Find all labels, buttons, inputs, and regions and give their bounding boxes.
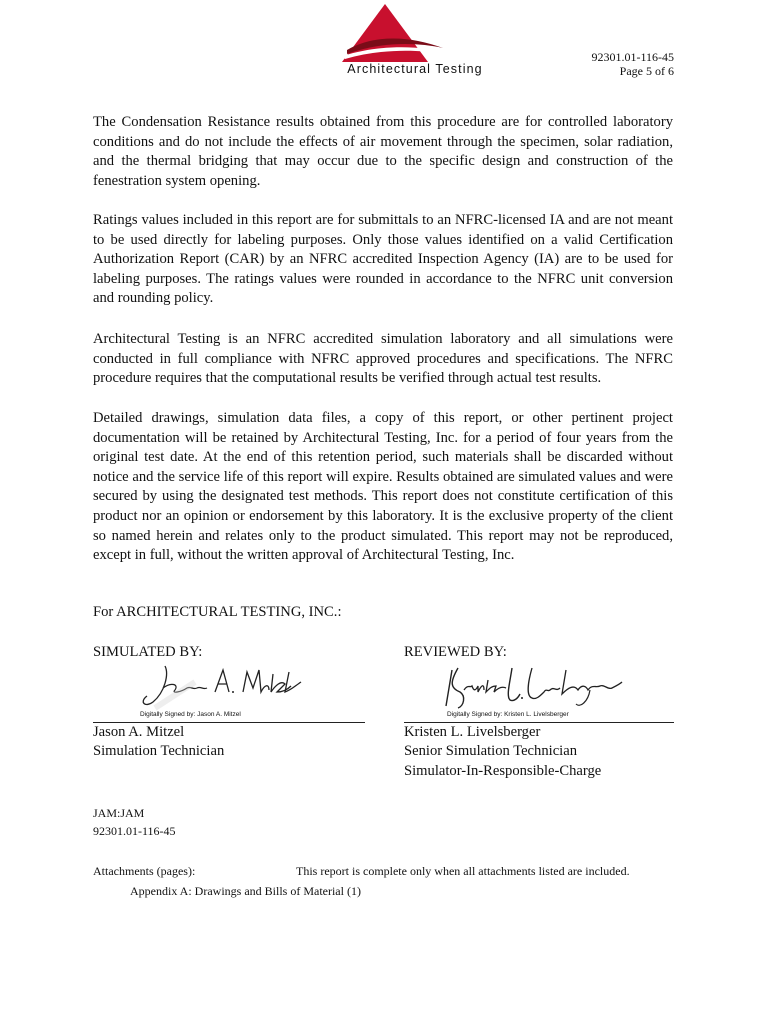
reviewed-stamp: Digitally Signed by: Kristen L. Livelsberger [447,711,569,718]
reviewed-title-secondary: Simulator-In-Responsible-Charge [404,763,602,779]
company-logo [335,4,495,80]
reviewed-name: Kristen L. Livelsberger [404,724,541,740]
logo-triangle-icon [335,4,495,64]
reviewed-signature-line [404,722,674,723]
simulated-title: Simulation Technician [93,743,225,759]
page-label: Page 5 of 6 [619,64,674,78]
company-line: For ARCHITECTURAL TESTING, INC.: [93,604,342,620]
simulated-signature [135,662,315,714]
reviewed-title: Senior Simulation Technician [404,743,577,759]
appendix-item: Appendix A: Drawings and Bills of Material (1) [130,884,361,898]
logo-text: Architectural Testing [347,62,483,76]
paragraph-accreditation: Architectural Testing is an NFRC accredited simulation laboratory and all simulations were conducted in full compliance with NFRC approved procedures and specifications. The NFRC procedure requires that the computational results be verified through actual test results. [93,331,673,387]
paragraph-condensation: The Condensation Resistance results obtained from this procedure are for controlled laboratory conditions and do not include the effects of air movement through the specimen, solar radiation, and the thermal bridging that may occur due to the specific design and construction of the fenestration system opening. [93,114,673,189]
attachments-note: This report is complete only when all attachments listed are included. [296,864,630,878]
simulated-signature-line [93,722,365,723]
reviewed-by-heading: REVIEWED BY: [404,644,507,660]
reviewed-signature [440,662,625,714]
attachments-label: Attachments (pages): [93,864,196,878]
simulated-by-heading: SIMULATED BY: [93,644,203,660]
simulated-name: Jason A. Mitzel [93,724,185,740]
footer-report-number: 92301.01-116-45 [93,824,176,838]
paragraph-ratings: Ratings values included in this report are for submittals to an NFRC-licensed IA and are not meant to be used directly for labeling purposes. Only those values identified on a valid Certification Authorization Report (CAR) by an NFRC accredited Inspection Agency (IA) are to be used for labeling purposes. The ratings values were rounded in accordance to the NFRC unit conversion and rounding policy. [93,212,673,307]
initials: JAM:JAM [93,806,145,820]
simulated-stamp: Digitally Signed by: Jason A. Mitzel [140,711,241,718]
report-number: 92301.01-116-45 [591,50,674,64]
paragraph-retention: Detailed drawings, simulation data files, a copy of this report, or other pertinent project documentation will be retained by Architectural Testing, Inc. for a period of four years from the original test date. At the end of this retention period, such materials shall be discarded without notice and the service life of this report will expire. Results obtained are simulated values and were secured by using the designated test methods. This report does not constitute certification of this product nor an opinion or endorsement by this laboratory. It is the exclusive property of the client so named herein and relates only to the product simulated. This report may not be reproduced, except in full, without the written approval of Architectural Testing, Inc. [93,410,673,564]
